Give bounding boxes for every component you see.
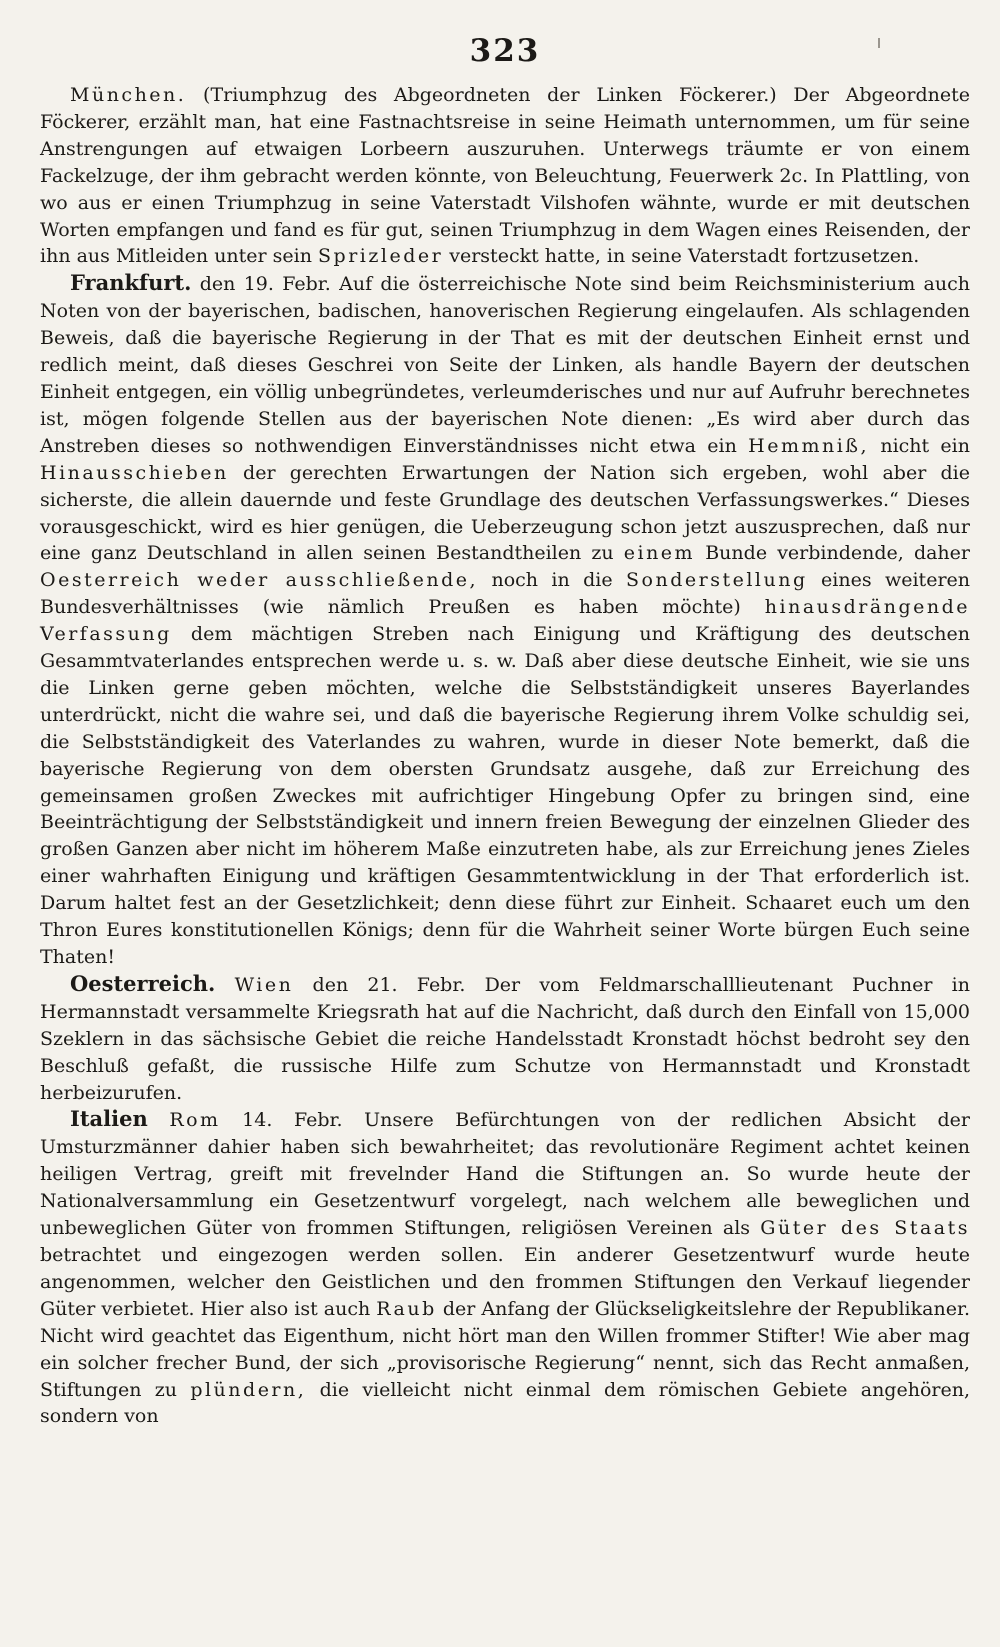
body-oesterreich: den 21. Febr. Der vom Feldmarschalllieutenant Puchner in Hermannstadt versammelte Kriegsrath hat auf die Nachricht, daß durch den Einfall von 15,000 Szeklern in das sächsische Gebiet die reiche Handelsstadt Kronstadt höchst bedroht sey den Beschluß gefaßt, die russische Hilfe zum Schutze von Hermannstadt und Kronstadt herbeizurufen. [40, 973, 970, 1104]
body-frankfurt-6: eines weiteren Bundesverhältnisses (wie nämlich Preußen es haben möchte) [40, 569, 971, 619]
text-column [40, 82, 970, 1430]
dateline-frankfurt: Frankfurt. [70, 270, 192, 296]
dateline-oesterreich: Oesterreich. [70, 970, 216, 996]
body-muenchen-2: versteckt hatte, in seine Vaterstadt fortzusetzen. [449, 245, 920, 268]
spaced-word: Hemmniß, [748, 434, 870, 457]
body-frankfurt-2: nicht ein [880, 434, 970, 457]
body-frankfurt-3: der gerechten Erwartungen der Nation sich ergeben, wohl aber die sicherste, die allein dauernde und feste Grundlage des deutschen Verfassungswerkes.“ Dieses vorausgeschickt, wird es hier genügen, die Ueberzeugung schon jetzt auszusprechen, daß nur eine ganz Deutschland in allen seinen Bestandtheilen zu [40, 461, 970, 565]
spaced-word: Rom [169, 1109, 221, 1132]
body-frankfurt-1: den 19. Febr. Auf die österreichische Note sind beim Reichsministerium auch Noten von der bayerischen, badischen, hanoverischen Regierung eingelaufen. Als schlagenden Beweis, daß die bayerische Regierung in der That es mit der deutschen Einheit ernst und redlich meint, daß dieses Geschrei von Seite der Linken, als handle Bayern der deutschen Einheit entgegen, ein völlig unbegründetes, verleumderisches und nur auf Aufruhr berechnetes ist, mögen folgende Stellen aus der bayerischen Note dienen: „Es wird aber durch das Anstreben dieses so nothwendigen Einverständnisses nicht etwa ein [40, 273, 971, 457]
spaced-word: plündern, [190, 1378, 307, 1401]
article-oesterreich [40, 971, 970, 1107]
body-muenchen-1: Der Abgeordnete Föckerer, erzählt man, hat eine Fastnachtsreise in seine Heimath unternommen, um für seine Anstrengungen auf etwaigen Lorbeern auszuruhen. Unterwegs träumte er von einem Fackelzuge, der ihm gebracht werden könnte, von Beleuchtung, Feuerwerk 2c. In Plattling, von wo aus er einen Triumphzug in seine Vaterstadt Vilshofen wähnte, wurde er mit deutschen Worten empfangen und fand es für gut, seinen Triumphzug in dem Wagen eines Reisenden, der ihn aus Mitleiden unter sein [40, 84, 971, 268]
headline-muenchen: (Triumphzug des Abgeordneten der Linken Föckerer.) [203, 84, 777, 106]
dateline-muenchen: München. [70, 84, 187, 106]
spaced-word: hinausdrängende Verfassung [40, 596, 970, 646]
body-italien-3: der Anfang der Glückseligkeitslehre der Republikaner. Nicht wird geachtet das Eigenthum, nicht hört man den Willen frommer Stifter! Wie aber mag ein solcher frecher Bund, der sich „provisorische Regierung“ nennt, sich das Recht anmaßen, Stiftungen zu [40, 1297, 970, 1401]
spaced-word: Sprizleder [318, 245, 444, 268]
body-italien-2: betrachtet und eingezogen werden sollen. Ein anderer Gesetzentwurf wurde heute angenommen, welcher den Geistlichen und den frommen Stiftungen den Verkauf liegender Güter verbietet. Hier also ist auch [40, 1243, 970, 1320]
scan-speck [878, 38, 880, 48]
page-number: 323 [469, 33, 541, 69]
spaced-word: Wien [234, 973, 294, 996]
article-italien [40, 1106, 970, 1430]
body-italien-4: die vielleicht nicht einmal dem römischen Gebiete angehören, sondern von [40, 1378, 970, 1428]
spaced-word: Hinausschieben [40, 461, 229, 484]
spaced-word: einem [623, 542, 696, 565]
spaced-word: Oesterreich weder ausschließende, [40, 569, 479, 592]
article-muenchen [40, 82, 970, 270]
article-frankfurt [40, 270, 970, 971]
body-frankfurt-7: dem mächtigen Streben nach Einigung und Kräftigung des deutschen Gesammtvaterlandes entsprechen werde u. s. w. Daß aber diese deutsche Einheit, wie sie uns die Linken gerne geben möchten, welche die Selbstständigkeit unseres Bayerlandes unterdrückt, nicht die wahre sei, und daß die bayerische Regierung ihrem Volke schuldig sei, die Selbstständigkeit des Vaterlandes zu wahren, wurde in dieser Note bemerkt, daß die bayerische Regierung von dem obersten Grundsatz ausgehe, daß zur Erreichung des gemeinsamen großen Zweckes mit aufrichtiger Hingebung Opfer zu bringen sind, eine Beeinträchtigung der Selbstständigkeit und innern freien Bewegung der einzelnen Glieder des großen Ganzen aber nicht im höherem Maße einzutreten habe, als zur Erreichung jenes Zieles einer wahrhaften Einigung und kräftigen Gesammtentwicklung in der That erforderlich ist. Darum haltet fest an der Gesetzlichkeit; denn diese führt zur Einheit. Schaaret euch um den Thron Eures konstitutionellen Königs; denn für die Wahrheit seiner Worte bürgen Euch seine Thaten! [40, 623, 970, 968]
body-frankfurt-5: noch in die [491, 569, 613, 592]
body-italien-1: 14. Febr. Unsere Befürchtungen von der redlichen Absicht der Umsturzmänner dahier haben sich bewahrheitet; das revolutionäre Regiment achtet keinen heiligen Vertrag, greift mit frevelnder Hand die Stiftungen an. So wurde heute der Nationalversammlung ein Gesetzentwurf vorgelegt, nach welchem alle beweglichen und unbeweglichen Güter von frommen Stiftungen, religiösen Vereinen als [40, 1109, 971, 1240]
spaced-word: Raub [376, 1297, 437, 1320]
body-frankfurt-4: Bunde verbindende, daher [705, 542, 970, 565]
spaced-word: Sonderstellung [626, 569, 808, 592]
dateline-italien: Italien [70, 1106, 148, 1132]
spaced-word: Güter des Staats [760, 1217, 971, 1240]
